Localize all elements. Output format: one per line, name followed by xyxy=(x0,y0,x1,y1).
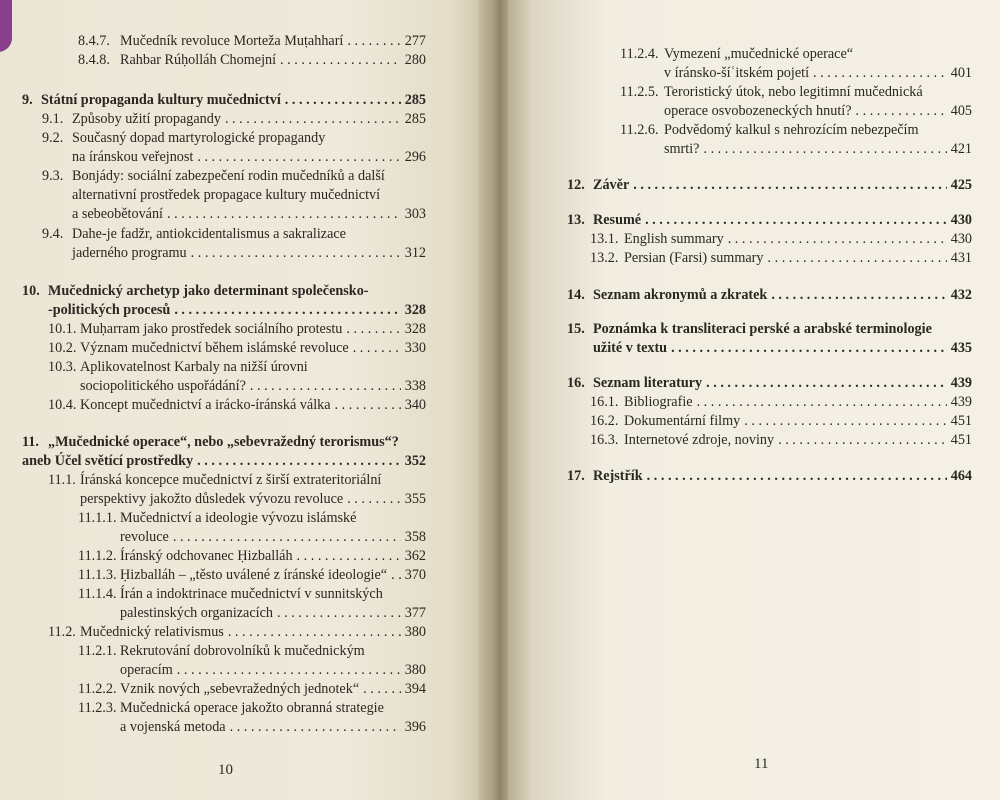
toc-page: 338 xyxy=(404,378,426,394)
toc-number: 9.1. xyxy=(42,111,64,127)
toc-line: Mučednická operace jakožto obranná strategie xyxy=(120,700,384,716)
toc-entry xyxy=(42,129,426,167)
toc-page: 431 xyxy=(950,250,972,266)
toc-page: 405 xyxy=(950,103,972,119)
toc-title: a sebeobětování xyxy=(72,206,163,222)
toc-title: -politických procesů xyxy=(48,302,171,318)
toc-number: 10.3. xyxy=(48,359,77,375)
toc-page: 377 xyxy=(404,605,426,621)
toc-entry xyxy=(48,471,426,509)
toc-title: Způsoby užití propagandy xyxy=(72,111,221,127)
toc-entry xyxy=(48,396,426,415)
toc-line: alternativní prostředek propagace kultury mučednictví xyxy=(72,187,381,203)
toc-page: 439 xyxy=(950,394,972,410)
toc-page: 352 xyxy=(404,453,426,469)
toc-number: 8.4.8. xyxy=(78,52,110,68)
toc-title: operacím xyxy=(120,662,173,678)
toc-number: 11.2. xyxy=(48,624,76,640)
toc-number: 14. xyxy=(567,287,585,303)
toc-number: 10.2. xyxy=(48,340,77,356)
toc-line: Aplikovatelnost Karbaly na nižší úrovni xyxy=(80,359,308,375)
toc-title: revoluce xyxy=(120,529,169,545)
toc-entry xyxy=(78,699,426,737)
toc-title: Ḥizballáh – „těsto uválené z íránské ideologie“ xyxy=(120,567,388,583)
toc-number: 11.1.4. xyxy=(78,586,117,602)
toc-title: perspektivy jakožto důsledek vývozu revoluce xyxy=(80,491,344,507)
toc-entry xyxy=(78,585,426,623)
toc-number: 12. xyxy=(567,177,585,193)
toc-title: Vznik nových „sebevražedných jednotek“ xyxy=(120,681,360,697)
toc-entry xyxy=(48,339,426,358)
toc-page: 430 xyxy=(950,212,972,228)
toc-entry xyxy=(590,230,972,249)
toc-number: 9.2. xyxy=(42,130,64,146)
toc-title: Bibliografie xyxy=(624,394,693,410)
toc-title: Mučedník revoluce Morteža Muṭahharí xyxy=(120,33,344,49)
left-page xyxy=(0,0,492,800)
toc-chapter xyxy=(567,286,972,305)
toc-line: Bonjády: sociální zabezpečení rodin mučedníků a další xyxy=(72,168,385,184)
toc-line: Rekrutování dobrovolníků k mučednickým xyxy=(120,643,365,659)
toc-entry xyxy=(48,320,426,339)
toc-page: 439 xyxy=(950,375,972,391)
toc-page: 394 xyxy=(404,681,426,697)
toc-line: Poznámka k transliteraci perské a arabské terminologie xyxy=(593,321,932,337)
toc-line: Vymezení „mučednické operace“ xyxy=(664,46,854,62)
toc-entry xyxy=(78,32,426,51)
toc-number: 15. xyxy=(567,321,585,337)
toc-number: 11.1.3. xyxy=(78,567,117,583)
toc-number: 9. xyxy=(22,92,33,108)
toc-page: 340 xyxy=(404,397,426,413)
toc-number: 11.2.1. xyxy=(78,643,117,659)
toc-number: 11.2.2. xyxy=(78,681,117,697)
toc-number: 16.1. xyxy=(590,394,619,410)
toc-entry xyxy=(78,51,426,70)
toc-chapter xyxy=(22,282,426,320)
toc-entry xyxy=(620,83,972,121)
toc-page: 355 xyxy=(404,491,426,507)
page-number: 10 xyxy=(218,762,233,778)
toc-page: 330 xyxy=(404,340,426,356)
toc-page: 280 xyxy=(404,52,426,68)
toc-page: 285 xyxy=(404,111,426,127)
toc-entry xyxy=(620,121,972,159)
toc-title: na íránskou veřejnost xyxy=(72,149,194,165)
toc-number: 16.2. xyxy=(590,413,619,429)
toc-entry xyxy=(48,358,426,396)
toc-number: 8.4.7. xyxy=(78,33,110,49)
toc-page: 277 xyxy=(404,33,426,49)
page-number: 11 xyxy=(754,756,769,772)
toc-number: 16. xyxy=(567,375,585,391)
toc-line: Mučednický archetyp jako determinant společensko- xyxy=(48,283,369,299)
toc-line: Podvědomý kalkul s nehrozícím nebezpečím xyxy=(664,122,919,138)
toc-title: smrti? xyxy=(664,141,700,157)
toc-chapter xyxy=(22,91,426,110)
toc-title: palestinských organizacích xyxy=(120,605,273,621)
toc-page: 464 xyxy=(950,468,972,484)
toc-number: 13.1. xyxy=(590,231,619,247)
toc-number: 11.2.3. xyxy=(78,700,117,716)
toc-number: 11.1.1. xyxy=(78,510,117,526)
toc-title: jaderného programu xyxy=(72,245,187,261)
purple-bookmark xyxy=(0,0,12,52)
toc-line: Teroristický útok, nebo legitimní mučednická xyxy=(664,84,923,100)
toc-page: 370 xyxy=(404,567,426,583)
toc-number: 11.2.4. xyxy=(620,46,659,62)
toc-line: „Mučednické operace“, nebo „sebevražedný terorismus“? xyxy=(48,434,399,450)
right-page xyxy=(508,0,1000,800)
toc-page: 430 xyxy=(950,231,972,247)
toc-title: Seznam literatury xyxy=(593,375,703,391)
toc-page: 380 xyxy=(404,662,426,678)
toc-line: Současný dopad martyrologické propagandy xyxy=(72,130,326,146)
toc-number: 11. xyxy=(22,434,39,450)
toc-title: Dokumentární filmy xyxy=(624,413,741,429)
toc-entry xyxy=(42,225,426,263)
toc-line: Dahe-je fadžr, antiokcidentalismus a sakralizace xyxy=(72,226,346,242)
toc-number: 11.1.2. xyxy=(78,548,117,564)
toc-title: užité v textu xyxy=(593,340,668,356)
toc-page: 328 xyxy=(404,321,426,337)
toc-page: 285 xyxy=(404,92,426,108)
toc-entry xyxy=(78,642,426,680)
toc-title: Koncept mučednictví a irácko-íránská válka xyxy=(80,397,331,413)
toc-title: Státní propaganda kultury mučednictví xyxy=(41,92,281,108)
toc-chapter xyxy=(567,211,972,230)
toc-entry xyxy=(78,547,426,566)
toc-number: 16.3. xyxy=(590,432,619,448)
toc-title: Mučednický relativismus xyxy=(80,624,224,640)
toc-chapter xyxy=(567,374,972,393)
toc-number: 11.2.6. xyxy=(620,122,659,138)
toc-line: Mučednictví a ideologie vývozu islámské xyxy=(120,510,357,526)
toc-title: Internetové zdroje, noviny xyxy=(624,432,775,448)
toc-number: 10.1. xyxy=(48,321,77,337)
toc-page: 432 xyxy=(950,287,972,303)
toc-number: 10.4. xyxy=(48,397,77,413)
toc-page: 435 xyxy=(950,340,972,356)
toc-title: aneb Účel světící prostředky xyxy=(22,453,194,469)
toc-chapter xyxy=(567,176,972,195)
toc-number: 13.2. xyxy=(590,250,619,266)
toc-page: 312 xyxy=(404,245,426,261)
toc-entry xyxy=(42,110,426,129)
toc-page: 451 xyxy=(950,413,972,429)
toc-number: 13. xyxy=(567,212,585,228)
toc-line: Írán a indoktrinace mučednictví v sunnitských xyxy=(120,586,383,602)
toc-number: 9.3. xyxy=(42,168,64,184)
toc-entry xyxy=(590,412,972,431)
toc-number: 9.4. xyxy=(42,226,64,242)
toc-chapter xyxy=(567,467,972,486)
toc-entry xyxy=(78,680,426,699)
toc-title: Závěr xyxy=(593,177,630,193)
toc-page: 303 xyxy=(404,206,426,222)
toc-entry xyxy=(590,393,972,412)
toc-title: Význam mučednictví během islámské revoluce xyxy=(80,340,349,356)
toc-title: English summary xyxy=(624,231,724,247)
toc-page: 396 xyxy=(404,719,426,735)
toc-page: 451 xyxy=(950,432,972,448)
toc-entry xyxy=(78,509,426,547)
toc-entry xyxy=(48,623,426,642)
toc-entry xyxy=(42,167,426,224)
toc-title: v íránsko-šíʿitském pojetí xyxy=(664,65,810,81)
toc-entry xyxy=(590,249,972,268)
toc-number: 11.1. xyxy=(48,472,76,488)
toc-title: Rahbar Rúḥolláh Chomejní xyxy=(120,52,277,68)
toc-title: sociopolitického uspořádání? xyxy=(80,378,246,394)
toc-title: Seznam akronymů a zkratek xyxy=(593,287,768,303)
toc-page: 328 xyxy=(404,302,426,318)
toc-page: 401 xyxy=(950,65,972,81)
toc-page: 362 xyxy=(404,548,426,564)
toc-number: 10. xyxy=(22,283,40,299)
toc-title: Íránský odchovanec Ḥizballáh xyxy=(120,548,293,564)
toc-number: 17. xyxy=(567,468,585,484)
toc-page: 358 xyxy=(404,529,426,545)
toc-page: 296 xyxy=(404,149,426,165)
toc-page: 380 xyxy=(404,624,426,640)
toc-entry xyxy=(590,431,972,450)
toc-title: Muḥarram jako prostředek sociálního protestu xyxy=(80,321,343,337)
toc-title: Resumé xyxy=(593,212,642,228)
toc-title: a vojenská metoda xyxy=(120,719,226,735)
toc-entry xyxy=(78,566,426,585)
toc-title: Rejstřík xyxy=(593,468,643,484)
toc-chapter xyxy=(22,433,426,471)
toc-title: Persian (Farsi) summary xyxy=(624,250,764,266)
toc-number: 11.2.5. xyxy=(620,84,659,100)
toc-entry xyxy=(620,45,972,83)
toc-page: 421 xyxy=(950,141,972,157)
toc-line: Íránská koncepce mučednictví z širší extrateritoriální xyxy=(80,472,382,488)
toc-page: 425 xyxy=(950,177,972,193)
toc-chapter xyxy=(567,320,972,358)
toc-title: operace osvobozeneckých hnutí? xyxy=(664,103,852,119)
